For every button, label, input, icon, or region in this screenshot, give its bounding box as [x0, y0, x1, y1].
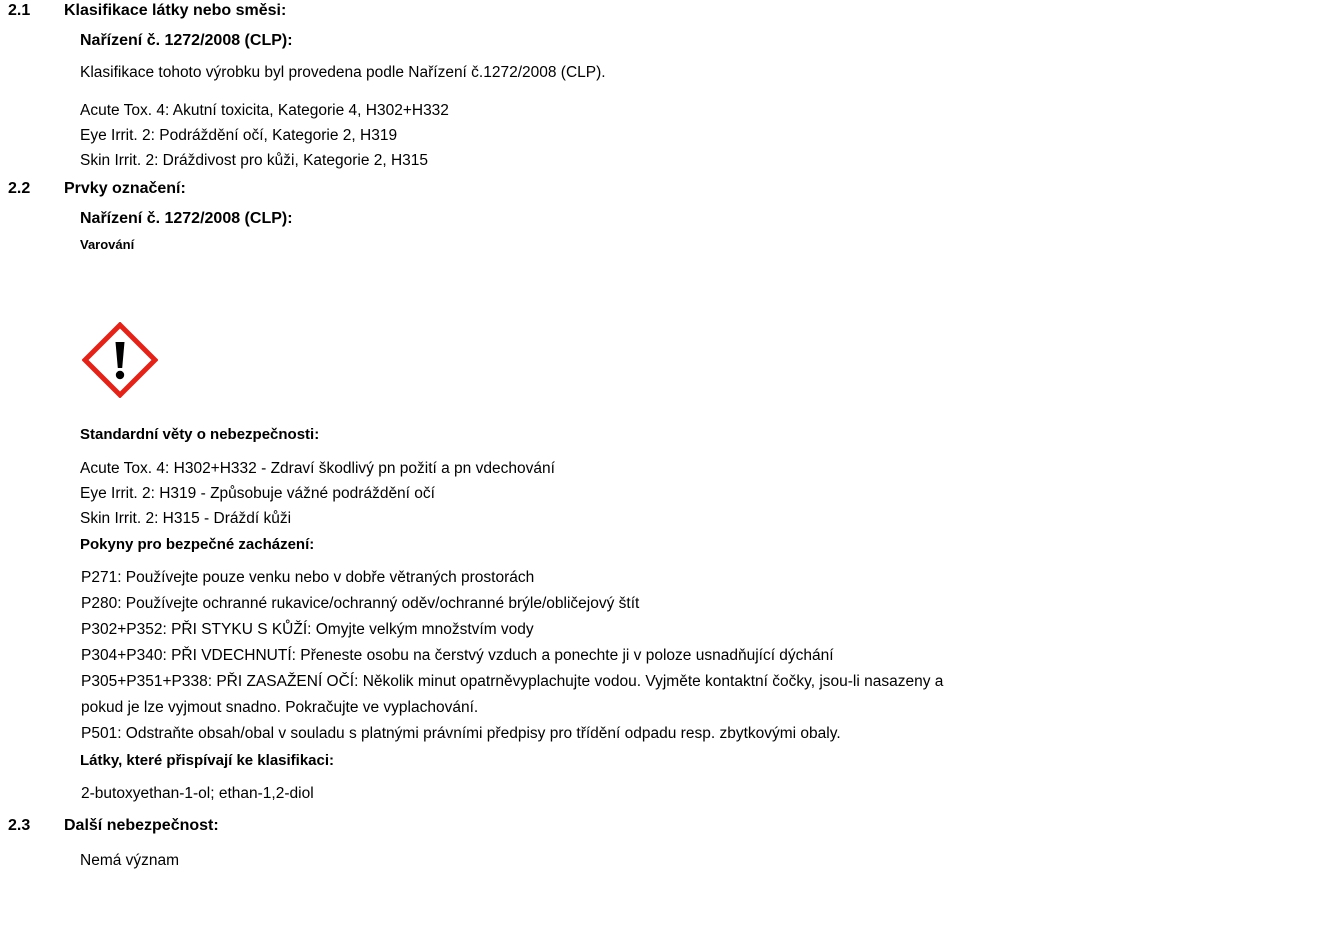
classification-intro: Klasifikace tohoto výrobku byl provedena podle Nařízení č.1272/2008 (CLP). — [80, 64, 606, 81]
precautionary-statement: P271: Používejte pouze venku nebo v dobře větraných prostorách — [81, 569, 535, 586]
regulation-heading-2-1: Nařízení č. 1272/2008 (CLP): — [80, 32, 293, 49]
section-title-2-2: Prvky označení: — [64, 180, 186, 197]
section-number-2-3: 2.3 — [8, 817, 31, 834]
classification-item: Acute Tox. 4: Akutní toxicita, Kategorie 4, H302+H332 — [80, 102, 449, 119]
precautionary-statement: P305+P351+P338: PŘI ZASAŽENÍ OČÍ: Několik minut opatrněvyplachujte vodou. Vyjměte kontaktní čočky, jsou-li nasazeny a — [81, 673, 944, 690]
regulation-heading-2-2: Nařízení č. 1272/2008 (CLP): — [80, 210, 293, 227]
contributing-substances: 2-butoxyethan-1-ol; ethan-1,2-diol — [81, 785, 314, 802]
classification-item: Skin Irrit. 2: Dráždivost pro kůži, Kategorie 2, H315 — [80, 152, 429, 169]
precautionary-statement: P304+P340: PŘI VDECHNUTÍ: Přeneste osobu na čerstvý vzduch a ponechte ji v poloze usnadňující dýchání — [81, 647, 834, 664]
precautionary-statement-continuation: pokud je lze vyjmout snadno. Pokračujte ve vyplachování. — [81, 699, 479, 716]
other-hazards-text: Nemá význam — [80, 852, 180, 869]
hazard-statements-heading: Standardní věty o nebezpečnosti: — [80, 426, 320, 443]
precautionary-statement: P280: Používejte ochranné rukavice/ochranný oděv/ochranné brýle/obličejový štít — [81, 595, 640, 612]
classification-item: Eye Irrit. 2: Podráždění očí, Kategorie 2, H319 — [80, 127, 398, 144]
signal-word: Varování — [80, 237, 135, 252]
section-title-2-3: Další nebezpečnost: — [64, 817, 219, 834]
precautionary-statements-heading: Pokyny pro bezpečné zacházení: — [80, 536, 315, 553]
precautionary-statement: P501: Odstraňte obsah/obal v souladu s platnými právními předpisy pro třídění odpadu resp. zbytkovými obaly. — [81, 725, 841, 742]
hazard-statement: Skin Irrit. 2: H315 - Dráždí kůži — [80, 510, 292, 527]
precautionary-statement: P302+P352: PŘI STYKU S KŮŽÍ: Omyjte velkým množstvím vody — [81, 621, 534, 638]
section-number-2-1: 2.1 — [8, 2, 31, 19]
section-title-2-1: Klasifikace látky nebo směsi: — [64, 2, 287, 19]
hazard-statement: Acute Tox. 4: H302+H332 - Zdraví škodlivý pn požití a pn vdechování — [80, 460, 555, 477]
contributing-substances-heading: Látky, které přispívají ke klasifikaci: — [80, 752, 335, 769]
ghs07-exclamation-mark-icon — [82, 322, 158, 398]
section-number-2-2: 2.2 — [8, 180, 31, 197]
hazard-statement: Eye Irrit. 2: H319 - Způsobuje vážné podráždění očí — [80, 485, 435, 502]
